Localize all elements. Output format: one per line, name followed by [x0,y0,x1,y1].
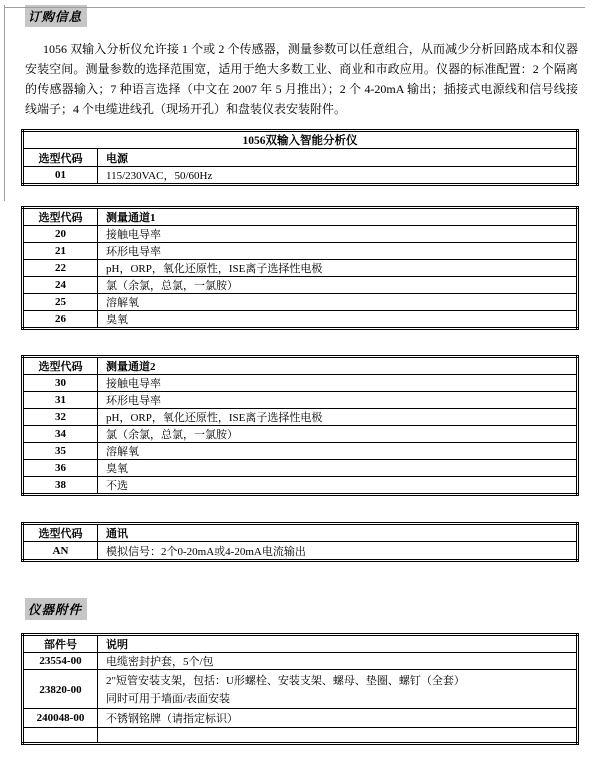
table-row [23,426,578,443]
desc-cell: 氯（余氯，总氯，一氯胺） [98,277,578,294]
table-row [23,294,578,311]
desc-cell: pH，ORP，氧化还原性，ISE离子选择性电极 [98,409,578,426]
desc-cell: 不选 [98,477,578,495]
code-cell: 23554-00 [23,653,98,670]
table-row [23,226,578,243]
table-row [23,243,578,260]
channel2-table [21,355,579,496]
table-row-empty [23,728,578,744]
table-row [23,443,578,460]
table-row [23,670,578,709]
table-row [23,542,578,561]
desc-cell: 环形电导率 [98,392,578,409]
col-header-desc: 测量通道2 [98,357,578,375]
code-cell: 25 [23,294,98,311]
code-cell: 31 [23,392,98,409]
col-header-description: 说明 [98,635,578,653]
desc-cell [98,670,578,709]
section-accessories [25,598,600,620]
code-cell: 01 [23,167,98,185]
table-row [23,477,578,495]
col-header-code: 选型代码 [23,208,98,226]
code-cell: 34 [23,426,98,443]
col-header-desc: 测量通道1 [98,208,578,226]
table-row [23,375,578,392]
analyzer-power-table [21,129,579,186]
col-header-code: 选型代码 [23,357,98,375]
table-row [23,653,578,670]
desc-line-1: 2"短管安装支架，包括：U形螺栓、安装支架、螺母、垫圈、螺钉（全套） [106,675,465,687]
code-cell: 32 [23,409,98,426]
section-title-accessories: 仪器附件 [25,598,87,620]
code-cell: 240048-00 [23,709,98,728]
col-header-desc: 电源 [98,149,578,167]
communication-table [21,522,579,562]
col-header-code: 选型代码 [23,524,98,542]
code-cell: AN [23,542,98,561]
code-cell: 24 [23,277,98,294]
accessories-table [21,633,579,745]
section-title-ordering-info: 订购信息 [25,5,87,27]
desc-cell: 溶解氧 [98,443,578,460]
code-cell: 20 [23,226,98,243]
desc-cell: 电缆密封护套，5个/包 [98,653,578,670]
col-header-desc: 通讯 [98,524,578,542]
code-cell: 35 [23,443,98,460]
col-header-part-number: 部件号 [23,635,98,653]
channel1-table [21,206,579,330]
desc-cell: 溶解氧 [98,294,578,311]
table-row [23,392,578,409]
desc-line-2: 同时可用于墙面/表面安装 [106,693,231,705]
table-row [23,260,578,277]
table-row [23,460,578,477]
col-header-code: 选型代码 [23,149,98,167]
code-cell: 22 [23,260,98,277]
table-row [23,277,578,294]
desc-cell [98,728,578,744]
table-row [23,409,578,426]
code-cell: 23820-00 [23,670,98,709]
desc-cell: 模拟信号：2个0-20mA或4-20mA电流输出 [98,542,578,561]
desc-cell: 臭氧 [98,311,578,329]
table-row [23,311,578,329]
code-cell [23,728,98,744]
top-scan-line [5,7,585,8]
code-cell: 30 [23,375,98,392]
code-cell: 26 [23,311,98,329]
desc-cell: 氯（余氯，总氯，一氯胺） [98,426,578,443]
table-row [23,709,578,728]
left-scan-line [4,5,5,201]
desc-cell: 不锈钢铭牌（请指定标识） [98,709,578,728]
code-cell: 36 [23,460,98,477]
code-cell: 38 [23,477,98,495]
desc-cell: 接触电导率 [98,375,578,392]
intro-paragraph: 1056 双输入分析仪允许接 1 个或 2 个传感器，测量参数可以任意组合，从而减少分析回路成本和仪器安装空间。测量参数的选择范围宽，适用于绝大多数工业、商业和市政应用。仪器的标准配置：2 个隔离的传感器输入；7 种语言选择（中文在 2007 年 5 月推出）；2 个 4-20mA 输出；插接式电源线和信号线接线端子；4 个电缆进线孔（现场开孔）和盘装仪表安装附件。 [25,42,578,116]
table-title: 1056双输入智能分析仪 [23,131,578,149]
desc-cell: 臭氧 [98,460,578,477]
section-ordering-info [25,5,600,27]
desc-cell: 115/230VAC，50/60Hz [98,167,578,185]
table-row [23,167,578,185]
desc-cell: 环形电导率 [98,243,578,260]
desc-cell: pH，ORP，氧化还原性，ISE离子选择性电极 [98,260,578,277]
code-cell: 21 [23,243,98,260]
desc-cell: 接触电导率 [98,226,578,243]
